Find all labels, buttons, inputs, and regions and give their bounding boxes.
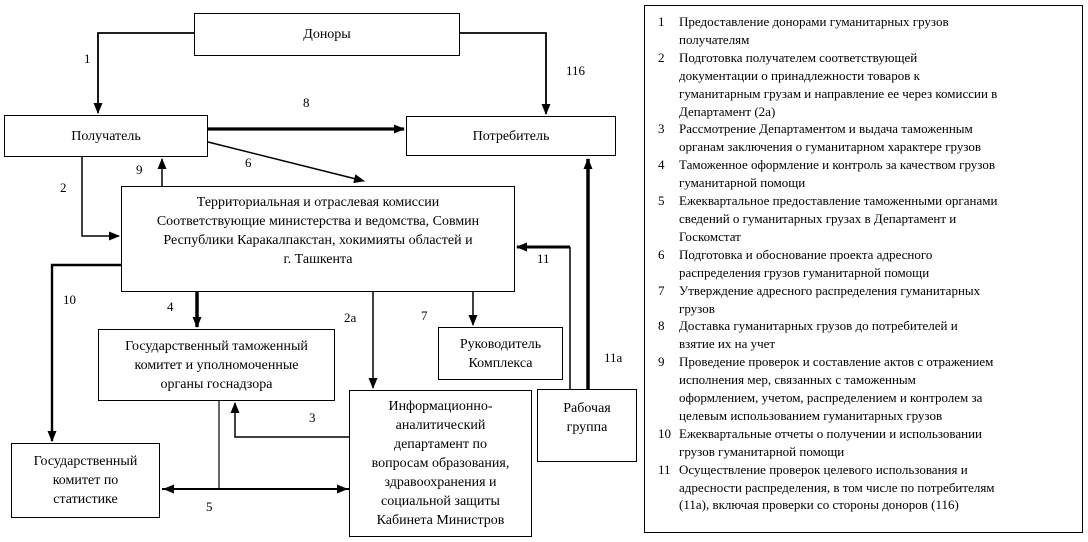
legend-item-text-line: Госкомстат (679, 228, 741, 244)
edge-label-l4: 4 (167, 299, 174, 314)
legend-item-text-line: Ежеквартальное предоставление таможенными органами (679, 193, 998, 209)
legend-item-text (679, 317, 1074, 353)
legend-item-number: 1 (658, 14, 665, 29)
legend-item-text-line: оформлением, учетом, распределением и контролем за (679, 390, 983, 406)
legend-item-text (679, 282, 1074, 318)
legend-item-number: 2 (658, 49, 665, 65)
legend-item-4 (658, 156, 1074, 192)
box-infodept-line: Информационно- (388, 399, 493, 414)
box-statcom-line: статистике (53, 492, 118, 507)
edge-label-l11b: 116 (566, 63, 586, 78)
box-commission-line: Соответствующие министерства и ведомства, Совмин (156, 214, 480, 229)
edge-label-l2a: 2а (344, 310, 357, 325)
legend-item-number: 11 (658, 461, 671, 477)
box-head-line: Руководитель (459, 336, 542, 352)
legend-item-text (679, 246, 1074, 282)
legend-item-text (679, 120, 1074, 156)
box-customs (98, 329, 335, 401)
legend-item-text-line: исполнения мер, связанных с таможенным (679, 372, 916, 388)
box-statcom-line: Государственный (33, 454, 138, 469)
legend-item-text (679, 13, 1074, 49)
legend-item-number: 9 (658, 354, 665, 370)
edge-line (82, 157, 119, 236)
legend-item-number: 7 (658, 282, 665, 298)
legend-item-text-line: Ежеквартальные отчеты о получении и использовании (679, 425, 982, 441)
box-commission-line: Республики Каракалпакстан, хокимияты областей и (163, 233, 473, 248)
legend-item-text-line: гуманитарной помощи (679, 175, 806, 191)
legend-item-9 (658, 353, 1074, 425)
box-workgroup-line: группа (566, 420, 608, 435)
legend-item-text-line: Проведение проверок и составление актов с отражением (679, 354, 994, 370)
legend-item-text (679, 425, 1074, 461)
box-commission-line: Территориальная и отраслевая комиссии (196, 195, 440, 210)
edge-label-l5: 5 (206, 499, 213, 514)
edge-label-l6: 6 (245, 155, 252, 170)
legend-item-text-line: Доставка гуманитарных грузов до потребителей и (679, 318, 958, 334)
edge-line (235, 403, 349, 437)
legend-item-10 (658, 425, 1074, 461)
box-donors-line: Доноры (303, 27, 351, 42)
legend-item-number: 6 (658, 246, 665, 262)
legend-rows (658, 13, 1074, 514)
legend-item-text-line: Предоставление донорами гуманитарных грузов (679, 14, 949, 29)
legend-item-7 (658, 282, 1074, 318)
box-head (438, 327, 563, 380)
box-infodept-line: здравоохранения и (384, 475, 497, 490)
legend-item-number: 8 (658, 318, 665, 334)
legend-item-text-line: грузов (679, 300, 715, 316)
legend-item-text-line: Департамент (2а) (679, 103, 776, 119)
legend-item-5 (658, 192, 1074, 246)
edge-line (460, 33, 546, 114)
legend-item-text (679, 461, 1074, 515)
legend-item-number: 5 (658, 193, 665, 209)
edge-label-l9: 9 (136, 162, 143, 177)
legend-item-text-line: Подготовка получателем соответствующей (679, 49, 918, 65)
legend-item-text-line: Подготовка и обоснование проекта адресного (679, 246, 933, 262)
legend-item-text-line: распределения грузов гуманитарной помощи (679, 264, 930, 280)
legend-item-text-line: Утверждение адресного распределения гуманитарных (679, 282, 981, 298)
box-customs-line: Государственный таможенный (125, 338, 308, 354)
box-statcom-line: комитет по (52, 473, 119, 488)
legend-item-text-line: сведений о гуманитарных грузах в Департамент и (679, 210, 957, 226)
legend-item-text-line: целевым использованием гуманитарных грузов (679, 407, 943, 423)
edge-label-l3: 3 (309, 410, 316, 425)
box-donors (194, 13, 460, 56)
legend-item-text (679, 192, 1074, 246)
legend-item-text-line: Таможенное оформление и контроль за качеством грузов (679, 157, 996, 173)
legend-item-text-line: (11а), включая проверки со стороны доноров (116) (679, 497, 959, 513)
box-infodept-line: вопросам образования, (371, 456, 510, 471)
legend-item-1 (658, 13, 1074, 49)
legend-item-text-line: грузов гуманитарной помощи (679, 443, 845, 459)
legend-item-text-line: Осуществление проверок целевого использования и (679, 461, 968, 477)
legend-item-text-line: Рассмотрение Департаментом и выдача таможенным (679, 121, 973, 137)
legend-item-text-line: документации о принадлежности товаров к (679, 67, 920, 83)
edge-label-l11a: 11а (604, 350, 623, 365)
legend-item-text-line: взятие их на учет (679, 336, 776, 352)
legend-item-text-line: получателям (679, 31, 750, 47)
box-statcom (11, 443, 160, 518)
legend-item-text-line: гуманитарным грузам и направление ее через комиссии в (679, 85, 998, 101)
edge-label-l7: 7 (421, 308, 428, 323)
legend-item-6 (658, 246, 1074, 282)
edge-line (98, 33, 194, 113)
legend-item-text (679, 156, 1074, 192)
box-infodept (349, 390, 532, 537)
legend-item-text (679, 353, 1074, 425)
legend-item-2 (658, 49, 1074, 121)
box-infodept-line: аналитический (395, 418, 486, 433)
edge-label-l2: 2 (60, 180, 67, 195)
box-head-line: Комплекса (468, 355, 533, 371)
legend-item-8 (658, 317, 1074, 353)
box-consumer-line: Потребитель (472, 128, 550, 144)
box-infodept-line: департамент по (393, 437, 488, 452)
legend-item-11 (658, 461, 1074, 515)
legend-item-3 (658, 120, 1074, 156)
box-customs-line: комитет и уполномоченные (134, 357, 299, 373)
legend-item-text-line: адресности распределения, в том числе по потребителям (679, 479, 995, 495)
legend-item-text (679, 49, 1074, 121)
box-commission (121, 186, 515, 292)
box-workgroup (537, 389, 637, 462)
box-recipient-line: Получатель (71, 128, 141, 144)
box-recipient (4, 115, 208, 157)
edge-label-l1: 1 (84, 51, 91, 66)
box-customs-line: органы госнадзора (160, 376, 273, 392)
legend-item-number: 3 (658, 121, 665, 137)
box-commission-line: г. Ташкента (283, 252, 353, 267)
box-infodept-line: Кабинета Министров (376, 513, 505, 528)
edge-label-l11: 11 (537, 251, 550, 266)
edge-label-l10: 10 (63, 292, 76, 307)
box-infodept-line: социальной защиты (381, 494, 500, 509)
legend-panel (644, 5, 1083, 533)
legend-item-number: 10 (658, 425, 671, 441)
edge-label-l8: 8 (303, 95, 310, 110)
edge-line (208, 142, 364, 181)
legend-item-number: 4 (658, 157, 665, 173)
box-workgroup-line: Рабочая (563, 401, 611, 416)
box-consumer (406, 116, 616, 156)
legend-item-text-line: органам заключения о гуманитарном характере грузов (679, 139, 982, 155)
